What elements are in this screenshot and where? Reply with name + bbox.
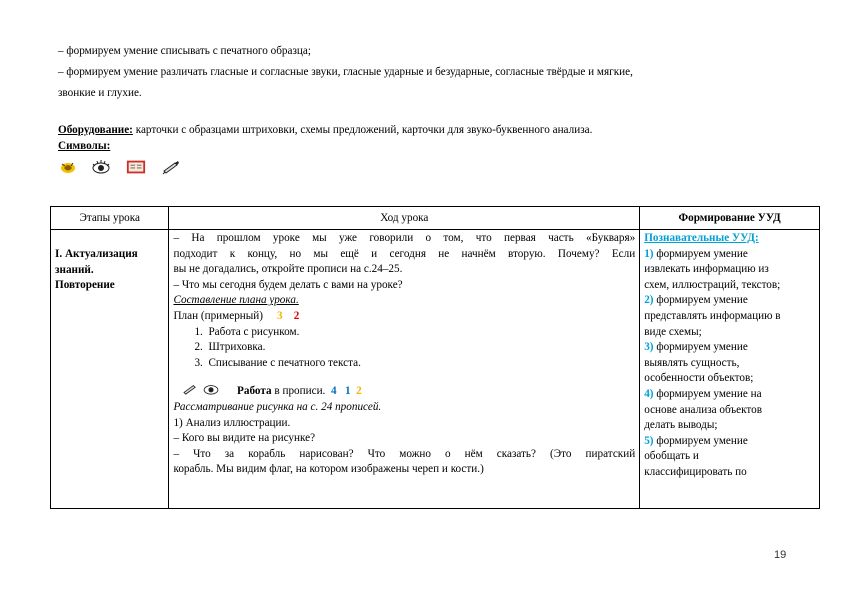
stage-cell	[51, 230, 169, 509]
plan-label: План (примерный)	[173, 309, 264, 322]
uud-item-text: особенности объектов;	[644, 372, 754, 385]
q4-line: корабль. Мы видим флаг, на котором изображены череп и кости.)	[173, 463, 484, 476]
pen-icon	[161, 158, 181, 176]
q3-line: – Что за корабль нарисован? Что можно о нём сказать? (Это пиратский	[173, 447, 636, 460]
course-cell	[169, 230, 640, 509]
uud-item-text: формируем умение	[653, 341, 748, 354]
uud-item-number: 3)	[644, 341, 654, 354]
equipment-line	[58, 123, 592, 137]
plan-item-3: 3. Списывание с печатного текста.	[194, 356, 361, 369]
plan-line	[173, 309, 635, 325]
uud-item-text: обобщать и	[644, 450, 699, 463]
work-number-2: 1	[344, 385, 351, 398]
uud-item-text: формируем умение	[653, 247, 748, 260]
table-header-row	[51, 207, 820, 230]
equipment-label: Оборудование:	[58, 124, 133, 136]
equipment-text: карточки с образцами штриховки, схемы предложений, карточки для звуко-буквенного анализа.	[132, 124, 593, 136]
stage-line-1: I. Актуализация	[55, 248, 138, 260]
uud-item	[644, 434, 815, 450]
symbols-label: Символы:	[58, 140, 111, 152]
uud-item-text: выявлять сущность,	[644, 356, 740, 369]
uud-item-text: виде схемы;	[644, 325, 702, 338]
work-rest: в прописи.	[271, 385, 326, 398]
plan-item-2: 2. Штриховка.	[194, 341, 266, 354]
plan-item-1: 1. Работа с рисунком.	[194, 325, 300, 338]
header-stages: Этапы урока	[51, 207, 169, 230]
uud-item-text: формируем умение	[653, 434, 748, 447]
uud-list	[644, 247, 815, 481]
uud-item	[644, 293, 815, 309]
uud-heading: Познавательные УУД:	[644, 232, 759, 244]
book-icon	[126, 158, 146, 176]
uud-item-text: основе анализа объектов	[644, 403, 763, 416]
pen-icon	[181, 383, 199, 395]
work-line	[173, 383, 635, 400]
work-number-3: 2	[356, 385, 362, 398]
intro-line-2: – формируем умение различать гласные и согласные звуки, гласные ударные и безударные, согласные твёрдые и мягкие,	[58, 66, 633, 78]
plan-number-1: 3	[277, 309, 283, 322]
eye-icon	[202, 383, 220, 395]
intro-line-3: звонкие и глухие.	[58, 87, 142, 99]
uud-item-number: 4)	[644, 387, 654, 400]
plan-title: Составление плана урока.	[173, 294, 299, 307]
uud-cell	[640, 230, 820, 509]
work-number-1: 4	[330, 385, 337, 398]
header-course: Ход урока	[169, 207, 640, 230]
uud-item-text: делать выводы;	[644, 419, 718, 432]
course-p1: – На прошлом уроке мы уже говорили о том, что первая часть «Букваря»	[173, 232, 636, 244]
q1-line: 1) Анализ иллюстрации.	[173, 416, 291, 429]
uud-item-text: формируем умение на	[653, 387, 762, 400]
eye-icon	[91, 158, 111, 176]
course-p2: подходит к концу, но мы ещё и сегодня не начнём вторую. Почему? Если	[173, 247, 636, 260]
uud-item-text: формируем умение	[653, 294, 748, 307]
uud-item	[644, 387, 815, 403]
stage-line-2: знаний.	[55, 263, 94, 276]
uud-item-number: 5)	[644, 434, 654, 447]
uud-item	[644, 340, 815, 356]
course-p3: вы не догадались, откройте прописи на с.24–25.	[173, 263, 403, 276]
look-line: Рассматривание рисунка на с. 24 прописей.	[173, 400, 382, 413]
lesson-table	[50, 206, 820, 509]
uud-item-text: извлекать информацию из	[644, 263, 769, 276]
uud-item-number: 1)	[644, 247, 654, 260]
ear-icon	[58, 158, 78, 176]
uud-item	[644, 247, 815, 263]
header-uud: Формирование УУД	[640, 207, 820, 230]
uud-item-text: классифицировать по	[644, 465, 747, 478]
q2-line: – Кого вы видите на рисунке?	[173, 432, 316, 445]
intro-line-1: – формируем умение списывать с печатного образца;	[58, 45, 311, 57]
stage-line-3: Повторение	[55, 279, 115, 292]
plan-number-2: 2	[293, 309, 300, 322]
uud-item-number: 2)	[644, 294, 654, 307]
table-row	[51, 230, 820, 509]
uud-item-text: представлять информацию в	[644, 309, 781, 322]
work-bold: Работа	[237, 385, 272, 398]
course-p4: – Что мы сегодня будем делать с вами на уроке?	[173, 278, 403, 291]
uud-item-text: схем, иллюстраций, текстов;	[644, 278, 781, 291]
page-number: 19	[774, 549, 787, 561]
